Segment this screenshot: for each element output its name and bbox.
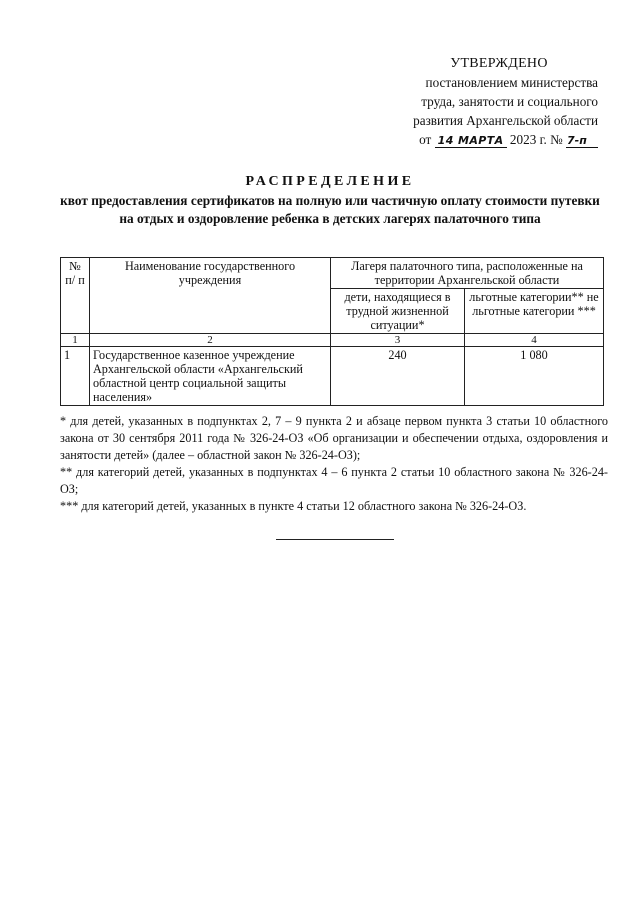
from-label: от [419, 132, 432, 147]
row-name: Государственное казенное учреждение Архангельской области «Архангельский областной центр социальной защиты населения» [90, 347, 331, 406]
year-label: 2023 г. № [509, 132, 563, 147]
handwritten-date: 14 МАРТА [435, 134, 507, 148]
approval-title: УТВЕРЖДЕНО [450, 56, 548, 71]
table-index-row [61, 334, 604, 347]
handwritten-number: 7-п [566, 134, 598, 148]
document-title: РАСПРЕДЕЛЕНИЕ [245, 174, 415, 189]
footnote-1: * для детей, указанных в подпунктах 2, 7 – 9 пункта 2 и абзаце первом пункта 3 статьи 10 областного закона от 30 сентября 2011 года № 326-24-ОЗ «Об организации и обеспечении отдыха, оздоровления и занятости детей» (далее – областной закон № 326-24-ОЗ); [60, 414, 608, 462]
row-value-2: 1 080 [465, 347, 604, 406]
footnotes [60, 413, 608, 515]
header-group: Лагеря палаточного типа, расположенные на территории Архангельской области [331, 258, 604, 289]
table-row [61, 347, 604, 406]
row-value-1: 240 [331, 347, 465, 406]
header-name: Наименование государственного учреждения [90, 258, 331, 334]
header-sub-1: дети, находящиеся в трудной жизненной ситуации* [331, 289, 465, 334]
closing-rule [276, 539, 394, 540]
row-num: 1 [61, 347, 90, 406]
header-sub-2: льготные категории** не льготные категории *** [465, 289, 604, 334]
footnote-3: *** для категорий детей, указанных в пункте 4 статьи 12 областного закона № 326-24-ОЗ. [60, 499, 527, 513]
index-cell: 4 [465, 334, 604, 347]
index-cell: 3 [331, 334, 465, 347]
footnote-2: ** для категорий детей, указанных в подпунктах 4 – 6 пункта 2 статьи 10 областного закона № 326-24-ОЗ; [60, 465, 608, 496]
approval-date-line [376, 130, 598, 149]
index-cell: 2 [90, 334, 331, 347]
quota-table [60, 257, 604, 406]
table-header-row [61, 258, 604, 289]
approval-block [376, 54, 598, 149]
index-cell: 1 [61, 334, 90, 347]
header-num: № п/ п [61, 258, 90, 334]
approval-line-3: труда, занятости и социального [421, 94, 598, 109]
document-subtitle: квот предоставления сертификатов на полную или частичную оплату стоимости путевки на отдых и оздоровление ребенка в детских лагерях палаточного типа [60, 193, 600, 226]
approval-line-4: развития Архангельской области [413, 113, 598, 128]
approval-line-2: постановлением министерства [425, 75, 598, 90]
